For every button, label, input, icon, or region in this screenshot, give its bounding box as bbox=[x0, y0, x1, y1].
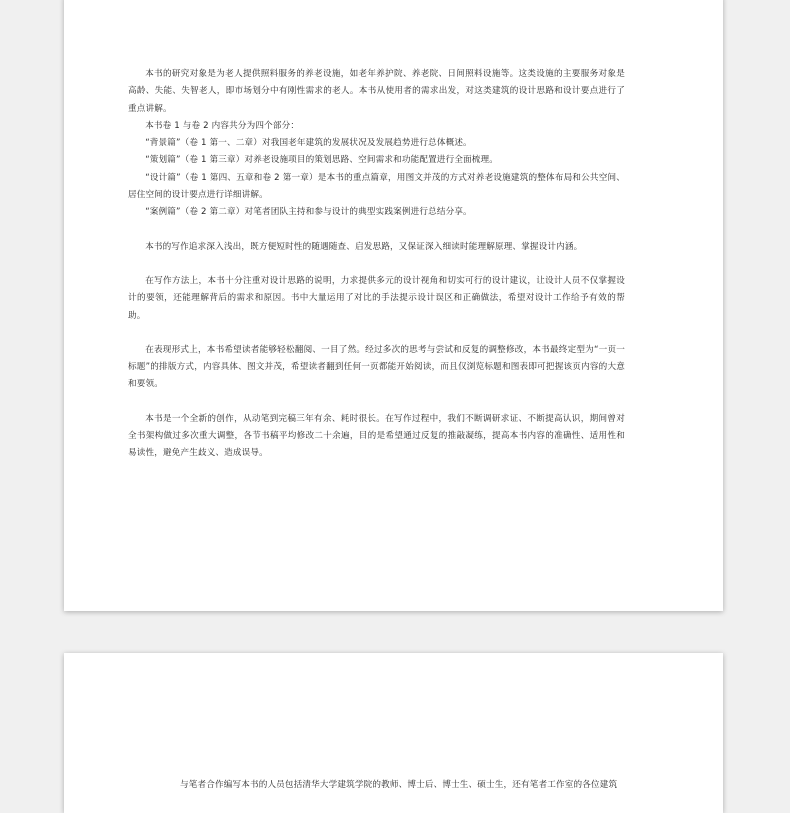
paragraph: 本书的研究对象是为老人提供照料服务的养老设施，如老年养护院、养老院、日间照料设施等。这类设施的主要服务对象是高龄、失能、失智老人，即市场划分中有刚性需求的老人。本书从使用者的需求出发，对这类建筑的设计思路和设计要点进行了重点讲解。 bbox=[128, 69, 625, 114]
paragraph: 与笔者合作编写本书的人员包括清华大学建筑学院的教师、博士后、博士生、硕士生，还有笔者工作室的各位建筑 bbox=[180, 780, 618, 790]
document-page-2 bbox=[64, 653, 723, 813]
paragraph: “案例篇”（卷 2 第二章）对笔者团队主持和参与设计的典型实践案例进行总结分享。 bbox=[145, 207, 472, 218]
acknowledgement-text bbox=[180, 777, 720, 794]
paragraph: 在表现形式上，本书希望读者能够轻松翻阅、一目了然。经过多次的思考与尝试和反复的调整修改，本书最终定型为“一页一标题”的排版方式，内容具体、图文并茂，希望读者翻到任何一页都能开始阅读，而且仅浏览标题和图表即可把握该页内容的大意和要领。 bbox=[128, 344, 625, 390]
preface-text bbox=[128, 66, 625, 463]
paragraph: “设计篇”（卷 1 第四、五章和卷 2 第一章）是本书的重点篇章，用图文并茂的方式对养老设施建筑的整体布局和公共空间、居住空间的设计要点进行详细讲解。 bbox=[128, 172, 625, 201]
document-page-1 bbox=[64, 0, 723, 611]
paragraph: 本书的写作追求深入浅出，既方便短时性的随遇随查、启发思路，又保证深入细读时能理解原理、掌握设计内涵。 bbox=[145, 241, 583, 252]
paragraph: “背景篇”（卷 1 第一、二章）对我国老年建筑的发展状况及发展趋势进行总体概述。 bbox=[145, 138, 472, 149]
paragraph: “策划篇”（卷 1 第三章）对养老设施项目的策划思路、空间需求和功能配置进行全面梳理。 bbox=[145, 155, 499, 166]
paragraph: 本书卷 1 与卷 2 内容共分为四个部分： bbox=[145, 120, 300, 131]
paragraph: 本书是一个全新的创作，从动笔到完稿三年有余、耗时很长。在写作过程中，我们不断调研求证、不断提高认识，期间曾对全书架构做过多次重大调整，各节书稿平均修改二十余遍，目的是希望通过反复的推敲凝练，提高本书内容的准确性、适用性和易读性，避免产生歧义、造成误导。 bbox=[128, 413, 625, 459]
paragraph: 在写作方法上，本书十分注重对设计思路的说明，力求提供多元的设计视角和切实可行的设计建议，让设计人员不仅掌握设计的要领，还能理解背后的需求和原因。书中大量运用了对比的手法提示设计误区和正确做法，希望对设计工作给予有效的帮助。 bbox=[128, 275, 625, 321]
